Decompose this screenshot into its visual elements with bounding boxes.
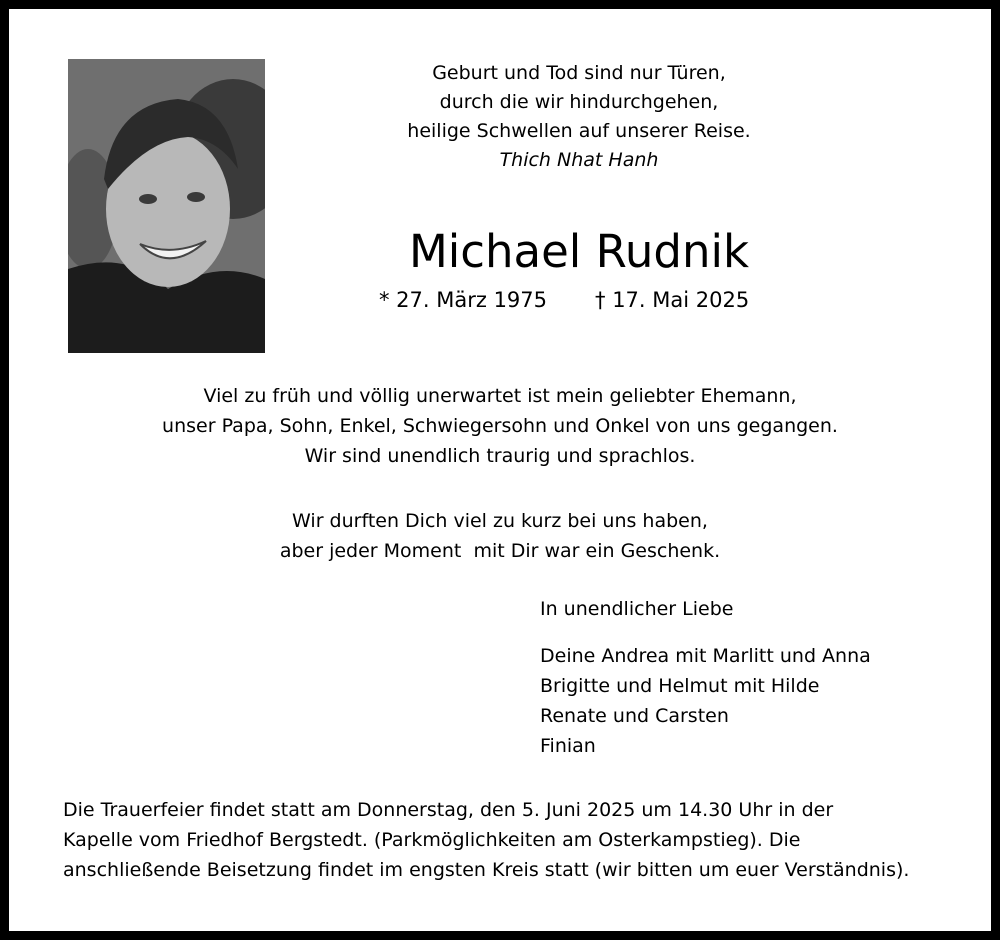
life-dates <box>379 285 749 315</box>
funeral-service-info <box>63 795 939 885</box>
quote <box>339 59 819 175</box>
signoff: In unendlicher Liebe <box>540 598 734 620</box>
family-list <box>540 641 871 761</box>
message-paragraph-2 <box>9 506 991 566</box>
birth-date: * 27. März 1975 <box>379 288 548 312</box>
quote-line: Geburt und Tod sind nur Türen, <box>432 62 726 84</box>
deceased-name: Michael Rudnik <box>408 225 750 278</box>
message-paragraph-1 <box>9 381 991 471</box>
message-line: Wir durften Dich viel zu kurz bei uns haben, <box>292 510 708 532</box>
service-line: Die Trauerfeier findet statt am Donnerstag, den 5. Juni 2025 um 14.30 Uhr in der <box>63 799 834 821</box>
message-line: aber jeder Moment mit Dir war ein Geschenk. <box>279 540 721 562</box>
death-date: † 17. Mai 2025 <box>595 288 750 312</box>
family-member: Deine Andrea mit Marlitt und Anna <box>540 645 871 667</box>
message-line: unser Papa, Sohn, Enkel, Schwiegersohn und Onkel von uns gegangen. <box>162 415 838 437</box>
family-member: Renate und Carsten <box>540 705 729 727</box>
message-line: Wir sind unendlich traurig und sprachlos. <box>304 445 696 467</box>
quote-author: Thich Nhat Hanh <box>499 149 659 171</box>
quote-line: heilige Schwellen auf unserer Reise. <box>407 120 751 142</box>
quote-line: durch die wir hindurchgehen, <box>439 91 719 113</box>
family-member: Finian <box>540 735 596 757</box>
family-member: Brigitte und Helmut mit Hilde <box>540 675 820 697</box>
message-line: Viel zu früh und völlig unerwartet ist mein geliebter Ehemann, <box>203 385 797 407</box>
portrait-photo <box>68 59 265 353</box>
service-line: Kapelle vom Friedhof Bergstedt. (Parkmöglichkeiten am Osterkampstieg). Die <box>63 829 801 851</box>
service-line: anschließende Beisetzung findet im engsten Kreis statt (wir bitten um euer Verständnis). <box>63 859 910 881</box>
